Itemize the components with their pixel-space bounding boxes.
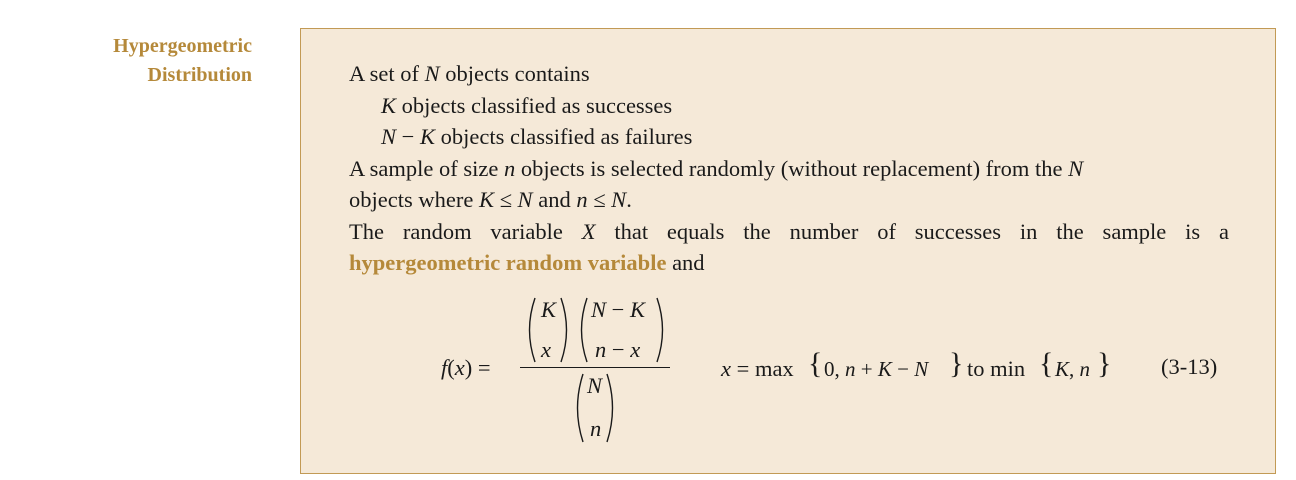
definition-line-5: objects where K ≤ N and n ≤ N. — [349, 187, 632, 212]
section-heading — [113, 32, 252, 90]
key-term: hypergeometric random variable — [349, 250, 667, 275]
range-prefix: x = max — [721, 356, 794, 381]
binom1-top: K — [541, 297, 557, 322]
right-paren-icon — [605, 373, 619, 443]
definition-line-6: The random variable X that equals the number of successes in the sample is a — [349, 218, 1229, 244]
left-brace-icon: { — [808, 347, 823, 380]
section-heading-line2: Distribution — [147, 64, 252, 86]
definition-box — [300, 28, 1276, 474]
binom2-bottom: n − x — [595, 337, 641, 362]
left-paren-icon — [571, 373, 585, 443]
formula-lhs: f(x) = — [441, 355, 491, 380]
right-brace-icon: } — [1097, 347, 1112, 380]
definition-line-2: K objects classified as successes — [381, 92, 673, 118]
binom3-bottom: n — [590, 416, 602, 441]
section-heading-line1: Hypergeometric — [113, 35, 252, 57]
definition-line-4: A sample of size n objects is selected randomly (without replacement) from the N — [349, 155, 1084, 181]
left-paren-icon — [523, 297, 537, 363]
range-middle: to min — [967, 356, 1026, 381]
binom1-bottom: x — [541, 337, 551, 362]
definition-line-1: A set of N objects contains — [349, 61, 590, 86]
definition-line-7: hypergeometric random variable and — [349, 250, 705, 275]
equation-number: (3-13) — [1161, 354, 1218, 379]
right-paren-icon — [559, 297, 573, 363]
range-set2: K, n — [1055, 357, 1091, 381]
right-paren-icon — [655, 297, 669, 363]
binom2-top: N − K — [591, 297, 645, 322]
left-brace-icon: { — [1039, 347, 1054, 380]
range-set1: 0, n + K − N — [824, 357, 929, 381]
right-brace-icon: } — [949, 347, 964, 380]
fraction-bar — [520, 367, 670, 368]
binom3-top: N — [587, 373, 603, 398]
definition-line-3: N − K objects classified as failures — [381, 124, 693, 149]
pmf-formula — [301, 29, 1277, 475]
left-paren-icon — [575, 297, 589, 363]
